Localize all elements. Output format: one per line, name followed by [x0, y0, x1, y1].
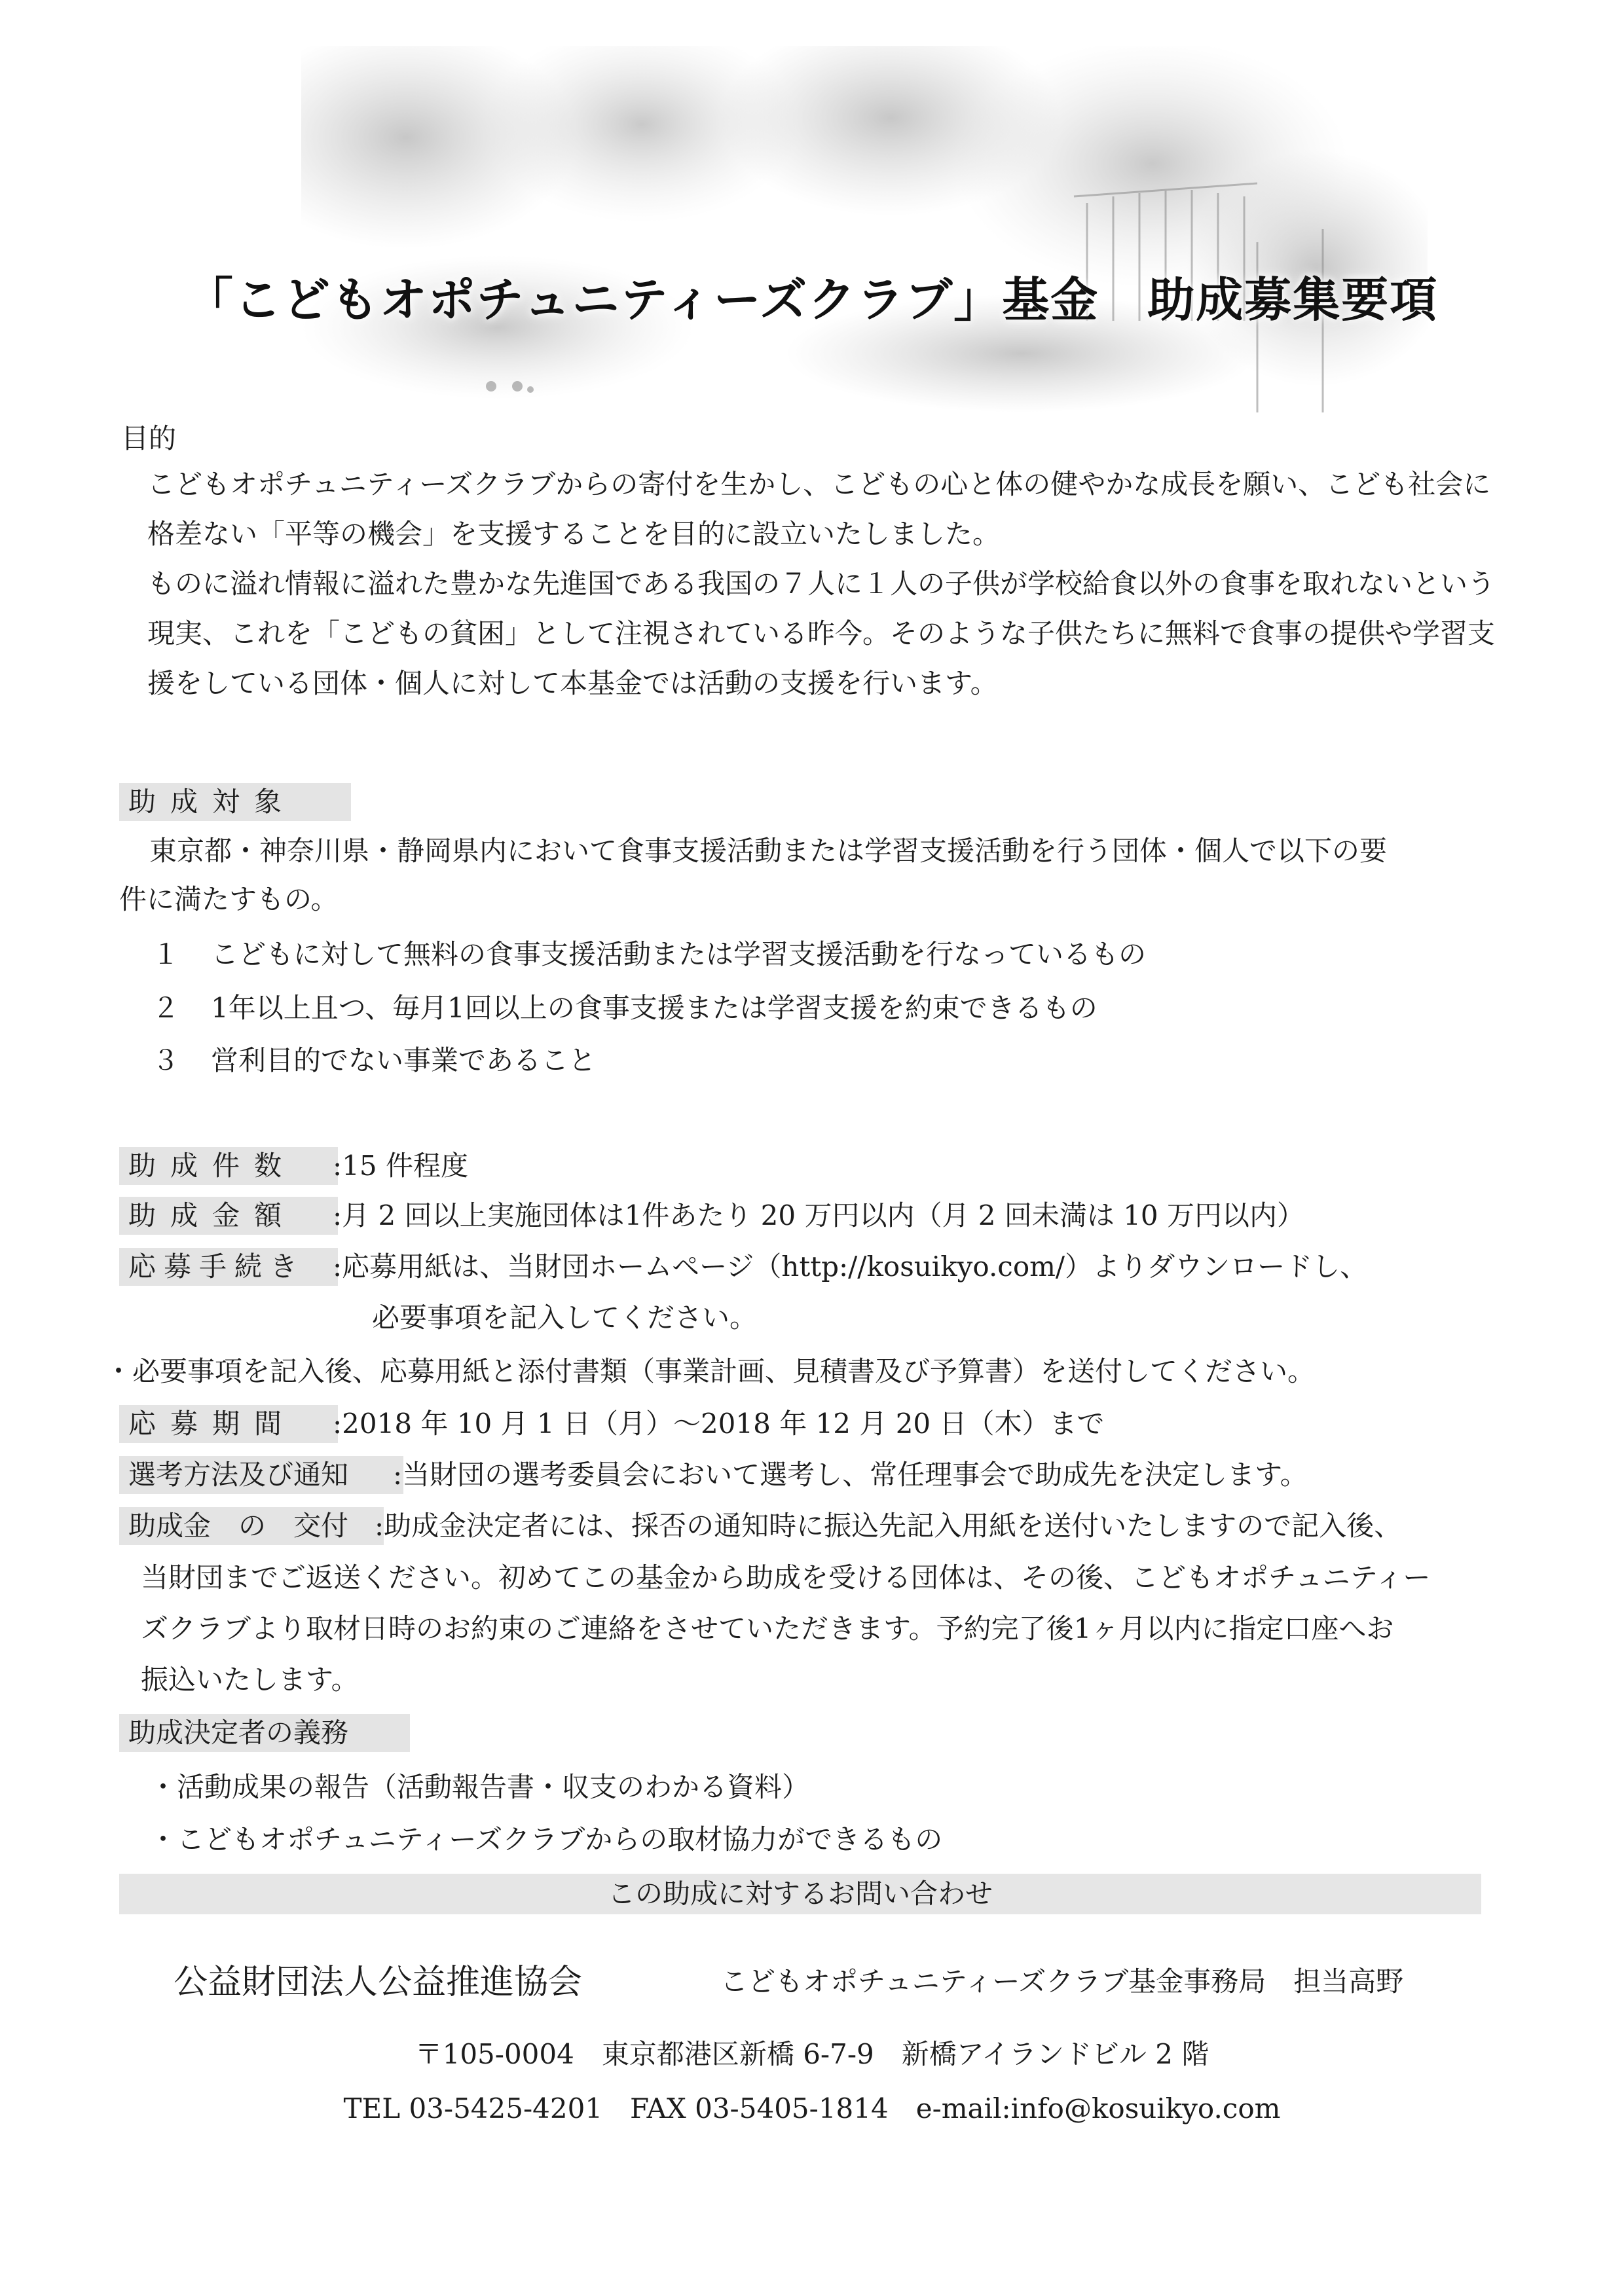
- period-value: :2018 年 10 月 1 日（月）～2018 年 12 月 20 日（木）まで: [333, 1408, 1105, 1440]
- page-title: 「こどもオポチュニティーズクラブ」基金 助成募集要項: [185, 272, 1439, 327]
- organization-name: 公益財団法人公益推進協会: [174, 1963, 583, 2002]
- selection-value: :当財団の選考委員会において選考し、常任理事会で助成先を決定します。: [393, 1459, 1308, 1491]
- target-heading: 助成対象: [119, 783, 351, 821]
- target-item: [152, 935, 1146, 974]
- procedure-value-line-2: 必要事項を記入してください。: [372, 1302, 758, 1334]
- target-item: [152, 989, 1098, 1028]
- target-item-text: こどもに対して無料の食事支援活動または学習支援活動を行なっているもの: [211, 938, 1147, 970]
- target-item-number: ２: [152, 992, 180, 1024]
- purpose-heading: 目的: [121, 422, 177, 454]
- purpose-paragraph-1: こどもオポチュニティーズクラブからの寄付を生かし、こどもの心と体の健やかな成長を願い、こども社会に格差ない「平等の機会」を支援することを目的に設立いたしました。: [147, 468, 1491, 550]
- obligations-heading: 助成決定者の義務: [119, 1714, 410, 1752]
- target-item-number: ３: [152, 1044, 180, 1076]
- target-item-text: 1年以上且つ、毎月1回以上の食事支援または学習支援を約束できるもの: [211, 992, 1098, 1024]
- target-intro-line-1: 東京都・神奈川県・静岡県内において食事支援活動または学習支援活動を行う団体・個人で以下の要: [149, 835, 1388, 867]
- delivery-value-line-1: :助成金決定者には、採否の通知時に振込先記入用紙を送付いたしますので記入後、: [375, 1510, 1402, 1542]
- delivery-value-line-4: 振込いたします。: [141, 1664, 359, 1696]
- obligation-item: ・活動成果の報告（活動報告書・収支のわかる資料）: [149, 1771, 810, 1803]
- phone-line: TEL 03-5425-4201 FAX 03-5405-1814 e-mail:info@kosuikyo.com: [343, 2092, 1281, 2124]
- amount-label: 助成金額: [119, 1197, 338, 1235]
- target-intro-line-2: 件に満たすもの。: [119, 883, 339, 915]
- count-value: :15 件程度: [333, 1150, 468, 1182]
- selection-label: 選考方法及び通知: [119, 1456, 403, 1494]
- delivery-value-line-3: ズクラブより取材日時のお約束のご連絡をさせていただきます。予約完了後1ヶ月以内に指定口座へお: [141, 1613, 1394, 1645]
- procedure-label: 応募手続き: [119, 1248, 338, 1286]
- target-item-number: １: [152, 938, 180, 970]
- procedure-note: ・必要事項を記入後、応募用紙と添付書類（事業計画、見積書及び予算書）を送付してください。: [105, 1355, 1316, 1387]
- purpose-paragraph-2: ものに溢れ情報に溢れた豊かな先進国である我国の７人に１人の子供が学校給食以外の食事を取れないという現実、これを「こどもの貧困」として注視されている昨今。そのような子供たちに無料で食事の提供や学習支援をしている団体・個人に対して本基金では活動の支援を行います。: [147, 568, 1496, 699]
- obligation-item: ・こどもオポチュニティーズクラブからの取材協力ができるもの: [149, 1823, 943, 1855]
- contact-bar: この助成に対するお問い合わせ: [119, 1874, 1481, 1914]
- delivery-value-line-2: 当財団までご返送ください。初めてこの基金から助成を受ける団体は、その後、こどもオポチュニティー: [141, 1561, 1431, 1594]
- period-label: 応募期間: [119, 1405, 338, 1443]
- count-label: 助成件数: [119, 1147, 338, 1185]
- target-item: [152, 1041, 596, 1080]
- header-photo: [301, 46, 1428, 419]
- address: 〒105-0004 東京都港区新橋 6-7-9 新橋アイランドビル 2 階: [415, 2038, 1209, 2070]
- office-name: こどもオポチュニティーズクラブ基金事務局 担当高野: [720, 1965, 1404, 1997]
- target-item-text: 営利目的でない事業であること: [211, 1044, 597, 1076]
- amount-value: :月 2 回以上実施団体は1件あたり 20 万円以内（月 2 回未満は 10 万円以内）: [333, 1199, 1305, 1231]
- delivery-label: 助成金 の 交付: [119, 1507, 384, 1545]
- procedure-value-line-1: :応募用紙は、当財団ホームページ（http://kosuikyo.com/）よりダウンロードし、: [333, 1250, 1368, 1283]
